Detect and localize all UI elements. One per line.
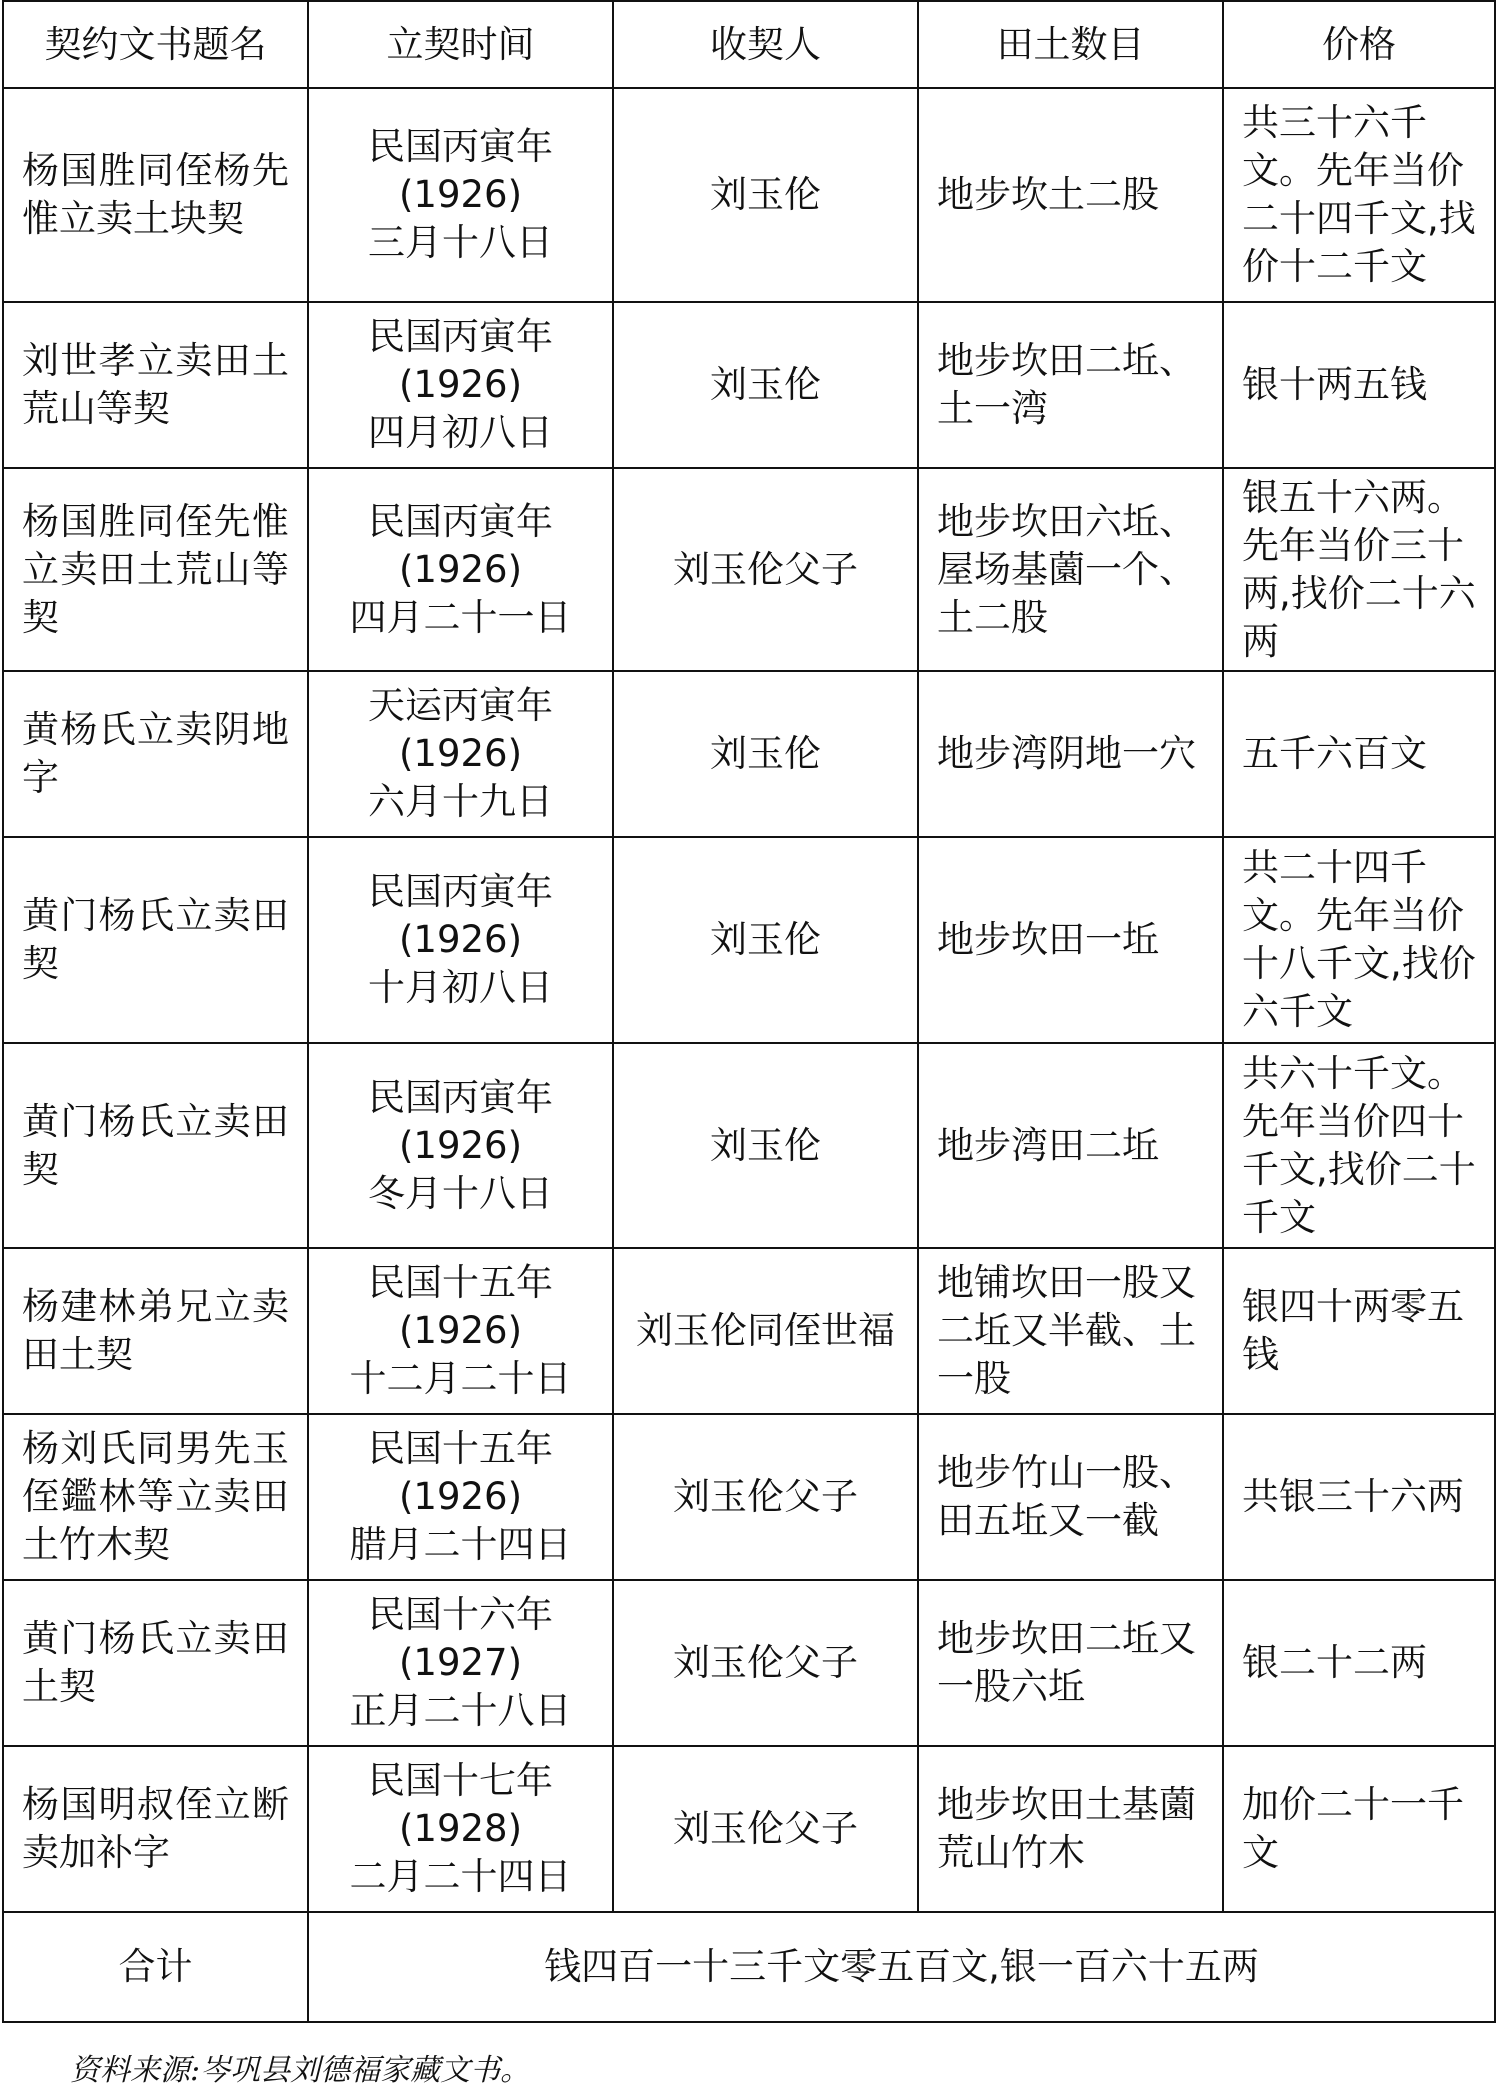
contract-buyer: 刘玉伦	[613, 88, 918, 302]
contract-date	[308, 1746, 613, 1912]
date-line-1: 民国丙寅年(1926)	[368, 870, 553, 961]
date-line-1: 民国十七年(1928)	[368, 1759, 553, 1850]
contract-title: 黄杨氏立卖阴地字	[3, 671, 308, 837]
land-amount: 地铺坎田一股又二坵又半截、土一股	[918, 1248, 1223, 1414]
total-row	[3, 1912, 1495, 2022]
header-date: 立契时间	[308, 1, 613, 88]
date-line-2: 冬月十八日	[368, 1171, 553, 1215]
contract-title: 杨建林弟兄立卖田土契	[3, 1248, 308, 1414]
date-line-1: 民国十五年(1926)	[368, 1427, 553, 1518]
date-line-1: 民国丙寅年(1926)	[368, 315, 553, 406]
source-note: 资料来源:岑巩县刘德福家藏文书。	[70, 2053, 531, 2088]
land-amount: 地步竹山一股、田五坵又一截	[918, 1414, 1223, 1580]
header-price: 价格	[1223, 1, 1495, 88]
land-amount: 地步湾田二坵	[918, 1043, 1223, 1248]
contract-title: 杨刘氏同男先玉侄鑑林等立卖田土竹木契	[3, 1414, 308, 1580]
price: 银五十六两。先年当价三十两,找价二十六两	[1223, 468, 1495, 671]
contract-date	[308, 671, 613, 837]
table-row	[3, 671, 1495, 837]
date-line-1: 天运丙寅年(1926)	[368, 684, 553, 775]
contract-date	[308, 1248, 613, 1414]
contract-buyer: 刘玉伦	[613, 671, 918, 837]
date-line-2: 十月初八日	[368, 966, 553, 1009]
contract-title: 黄门杨氏立卖田契	[3, 837, 308, 1043]
contract-title: 杨国明叔侄立断卖加补字	[3, 1746, 308, 1912]
contract-date	[308, 468, 613, 671]
date-line-1: 民国十六年(1927)	[368, 1593, 553, 1684]
contract-buyer: 刘玉伦父子	[613, 1414, 918, 1580]
header-buyer: 收契人	[613, 1, 918, 88]
contract-title: 杨国胜同侄先惟立卖田土荒山等契	[3, 468, 308, 671]
contract-buyer: 刘玉伦父子	[613, 468, 918, 671]
price: 共二十四千文。先年当价十八千文,找价六千文	[1223, 837, 1495, 1043]
table-row	[3, 1414, 1495, 1580]
land-amount: 地步湾阴地一穴	[918, 671, 1223, 837]
date-line-1: 民国丙寅年(1926)	[368, 125, 553, 216]
header-land: 田土数目	[918, 1, 1223, 88]
land-amount: 地步坎田二坵、土一湾	[918, 302, 1223, 468]
table-row	[3, 302, 1495, 468]
table-header-row	[3, 1, 1495, 88]
date-line-2: 正月二十八日	[349, 1689, 572, 1732]
contract-title: 黄门杨氏立卖田契	[3, 1043, 308, 1248]
date-line-2: 二月二十四日	[349, 1855, 572, 1898]
header-title: 契约文书题名	[3, 1, 308, 88]
contract-date	[308, 1580, 613, 1746]
total-label: 合计	[3, 1912, 308, 2022]
date-line-2: 四月二十一日	[349, 595, 572, 639]
contract-buyer: 刘玉伦	[613, 837, 918, 1043]
contract-title: 刘世孝立卖田土荒山等契	[3, 302, 308, 468]
land-amount: 地步坎田一坵	[918, 837, 1223, 1043]
date-line-2: 十二月二十日	[349, 1357, 572, 1400]
table-row	[3, 837, 1495, 1043]
contract-buyer: 刘玉伦父子	[613, 1746, 918, 1912]
price: 银二十二两	[1223, 1580, 1495, 1746]
date-line-1: 民国丙寅年(1926)	[368, 1075, 553, 1167]
table-row	[3, 468, 1495, 671]
date-line-2: 六月十九日	[368, 780, 553, 823]
price: 银十两五钱	[1223, 302, 1495, 468]
date-line-2: 三月十八日	[368, 221, 553, 264]
contract-table	[2, 0, 1496, 2023]
date-line-2: 腊月二十四日	[349, 1523, 572, 1566]
price: 共银三十六两	[1223, 1414, 1495, 1580]
land-amount: 地步坎田土基薗荒山竹木	[918, 1746, 1223, 1912]
price: 银四十两零五钱	[1223, 1248, 1495, 1414]
contract-title: 杨国胜同侄杨先惟立卖土块契	[3, 88, 308, 302]
land-amount: 地步坎土二股	[918, 88, 1223, 302]
contract-buyer: 刘玉伦	[613, 302, 918, 468]
contract-buyer: 刘玉伦	[613, 1043, 918, 1248]
table-row	[3, 1746, 1495, 1912]
contract-buyer: 刘玉伦父子	[613, 1580, 918, 1746]
contract-date	[308, 1414, 613, 1580]
date-line-2: 四月初八日	[368, 411, 553, 454]
table-row	[3, 1580, 1495, 1746]
date-line-1: 民国十五年(1926)	[368, 1261, 553, 1352]
date-line-1: 民国丙寅年(1926)	[368, 499, 553, 591]
price: 五千六百文	[1223, 671, 1495, 837]
price: 共三十六千文。先年当价二十四千文,找价十二千文	[1223, 88, 1495, 302]
contract-title: 黄门杨氏立卖田土契	[3, 1580, 308, 1746]
contract-date	[308, 837, 613, 1043]
contract-date	[308, 302, 613, 468]
contract-date	[308, 1043, 613, 1248]
contract-buyer: 刘玉伦同侄世福	[613, 1248, 918, 1414]
price: 加价二十一千文	[1223, 1746, 1495, 1912]
table-row	[3, 1043, 1495, 1248]
land-amount: 地步坎田二坵又一股六坵	[918, 1580, 1223, 1746]
price: 共六十千文。先年当价四十千文,找价二十千文	[1223, 1043, 1495, 1248]
contract-date	[308, 88, 613, 302]
total-value: 钱四百一十三千文零五百文,银一百六十五两	[308, 1912, 1495, 2022]
table-row	[3, 88, 1495, 302]
land-amount: 地步坎田六坵、屋场基薗一个、土二股	[918, 468, 1223, 671]
table-row	[3, 1248, 1495, 1414]
